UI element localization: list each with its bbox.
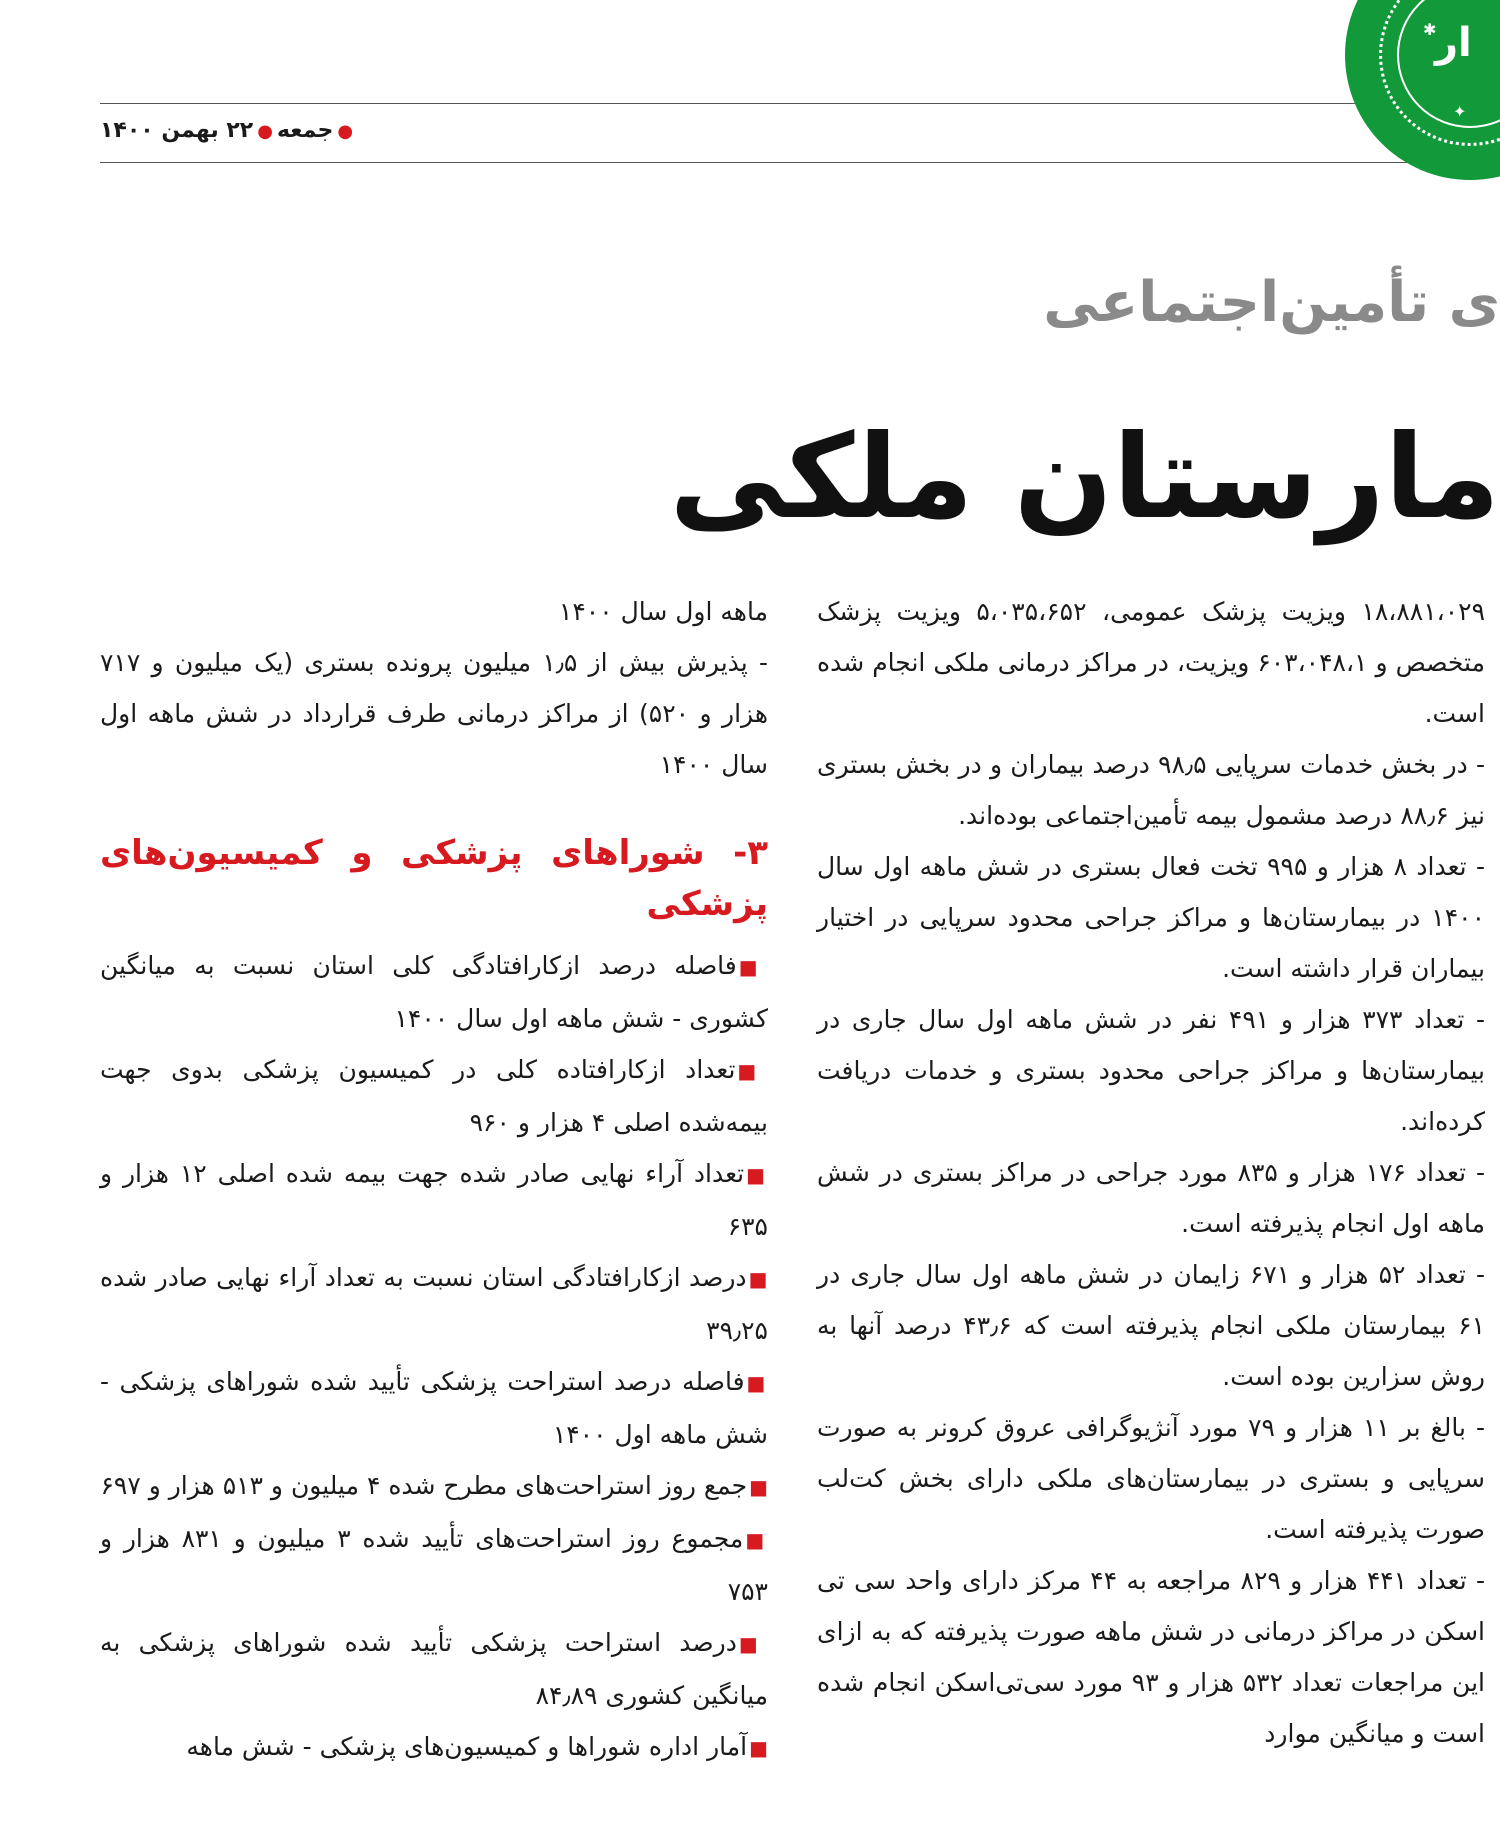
paragraph: - تعداد ۴۴۱ هزار و ۸۲۹ مراجعه به ۴۴ مرکز دارای واحد سی تی اسکن در مراکز درمانی در شش ماهه صورت پذیرفته که به ازای این مراجعات تعداد ۵۳۲ هزار و ۹۳ مورد سی‌تی‌اسکن انجام شده است و میانگین موارد [817,1566,1485,1748]
header-bottom-rule [100,162,1500,163]
paragraph: - پذیرش بیش از ۱٫۵ میلیون پرونده بستری (یک میلیون و ۷۱۷ هزار و ۵۲۰) از مراکز درمانی طرف قرارداد در شش ماهه اول سال ۱۴۰۰ [100,648,769,779]
paragraph: ماهه اول سال ۱۴۰۰ [558,597,768,626]
bullet-item [100,1721,768,1774]
paragraph: - تعداد ۳۷۳ هزار و ۴۹۱ نفر در شش ماهه اول سال جاری در بیمارستان‌ها و مراکز جراحی محدود بستری و خدمات دریافت کرده‌اند. [817,1005,1485,1136]
dateline [100,118,400,143]
bullet-text: درصد ازکارافتادگی استان نسبت به تعداد آراء نهایی صادر شده ۳۹٫۲۵ [100,1263,768,1345]
bullet-text: درصد استراحت پزشکی تأیید شده شوراهای پزشکی به میانگین کشوری ۸۴٫۸۹ [100,1628,768,1710]
red-dot-icon: ● [257,121,273,142]
paragraph: - تعداد ۱۷۶ هزار و ۸۳۵ مورد جراحی در مراکز بستری در شش ماهه اول انجام پذیرفته است. [817,1158,1485,1238]
bullet-item [100,1513,768,1617]
bullet-item [100,1252,768,1356]
date: ۲۲ بهمن ۱۴۰۰ [100,118,254,143]
article-headline: مارستان ملکی [669,410,1500,545]
bullet-text: تعداد ازکارافتاده کلی در کمیسیون پزشکی بدوی جهت بیمه‌شده اصلی ۴ هزار و ۹۶۰ [100,1055,768,1137]
article-column-left [100,586,768,1774]
paragraph: - در بخش خدمات سرپایی ۹۸٫۵ درصد بیماران و در بخش بستری نیز ۸۸٫۶ درصد مشمول بیمه تأمین‌اجتماعی بوده‌اند. [817,750,1485,830]
section-seal-logo [1345,0,1500,180]
paragraph: - تعداد ۵۲ هزار و ۶۷۱ زایمان در شش ماهه اول سال جاری در ۶۱ بیمارستان ملکی انجام پذیرفته است که ۴۳٫۶ درصد آنها به روش سزارین بوده است. [817,1260,1485,1391]
weekday: جمعه [276,118,334,143]
paragraph: ۱۸،۸۸۱،۰۲۹ ویزیت پزشک عمومی، ۵،۰۳۵،۶۵۲ ویزیت پزشک متخصص و ۶۰۳،۰۴۸،۱ ویزیت، در مراکز درمانی ملکی انجام شده است. [817,597,1485,728]
bullet-text: فاصله درصد ازکارافتادگی کلی استان نسبت به میانگین کشوری - شش ماهه اول سال ۱۴۰۰ [100,951,768,1033]
star-icon: ✱ [1423,20,1437,39]
article-column-right [817,586,1485,1759]
bullet-item [100,940,768,1044]
article-kicker: ی تأمین‌اجتماعی [1043,270,1500,335]
bullet-text: تعداد آراء نهایی صادر شده جهت بیمه شده اصلی ۱۲ هزار و ۶۳۵ [100,1159,768,1241]
bullet-text: مجموع روز استراحت‌های تأیید شده ۳ میلیون و ۸۳۱ هزار و ۷۵۳ [100,1524,768,1606]
bullet-item [100,1460,768,1513]
seal-text: ار [1435,20,1472,66]
bullet-text: آمار اداره شوراها و کمیسیون‌های پزشکی - شش ماهه [186,1732,748,1761]
section-subhead: ۳- شوراهای پزشکی و کمیسیون‌های پزشکی [100,833,768,924]
top-rule [100,103,1500,104]
bullet-item [100,1356,768,1460]
red-dot-icon: ● [337,121,354,142]
bullet-text: جمع روز استراحت‌های مطرح شده ۴ میلیون و ۵۱۳ هزار و ۶۹۷ [100,1471,748,1500]
bullet-text: فاصله درصد استراحت پزشکی تأیید شده شوراهای پزشکی - شش ماهه اول ۱۴۰۰ [100,1367,768,1449]
paragraph: - تعداد ۸ هزار و ۹۹۵ تخت فعال بستری در شش ماهه اول سال ۱۴۰۰ در بیمارستان‌ها و مراکز جراحی محدود سرپایی در اختیار بیماران قرار داشته است. [817,852,1485,983]
star-icon: ✦ [1453,102,1467,121]
bullet-item [100,1617,768,1721]
paragraph: - بالغ بر ۱۱ هزار و ۷۹ مورد آنژیوگرافی عروق کرونر به صورت سرپایی و بستری در بیمارستان‌های ملکی دارای بخش کت‌لب صورت پذیرفته است. [817,1413,1485,1544]
bullet-item [100,1044,768,1148]
bullet-item [100,1148,768,1252]
